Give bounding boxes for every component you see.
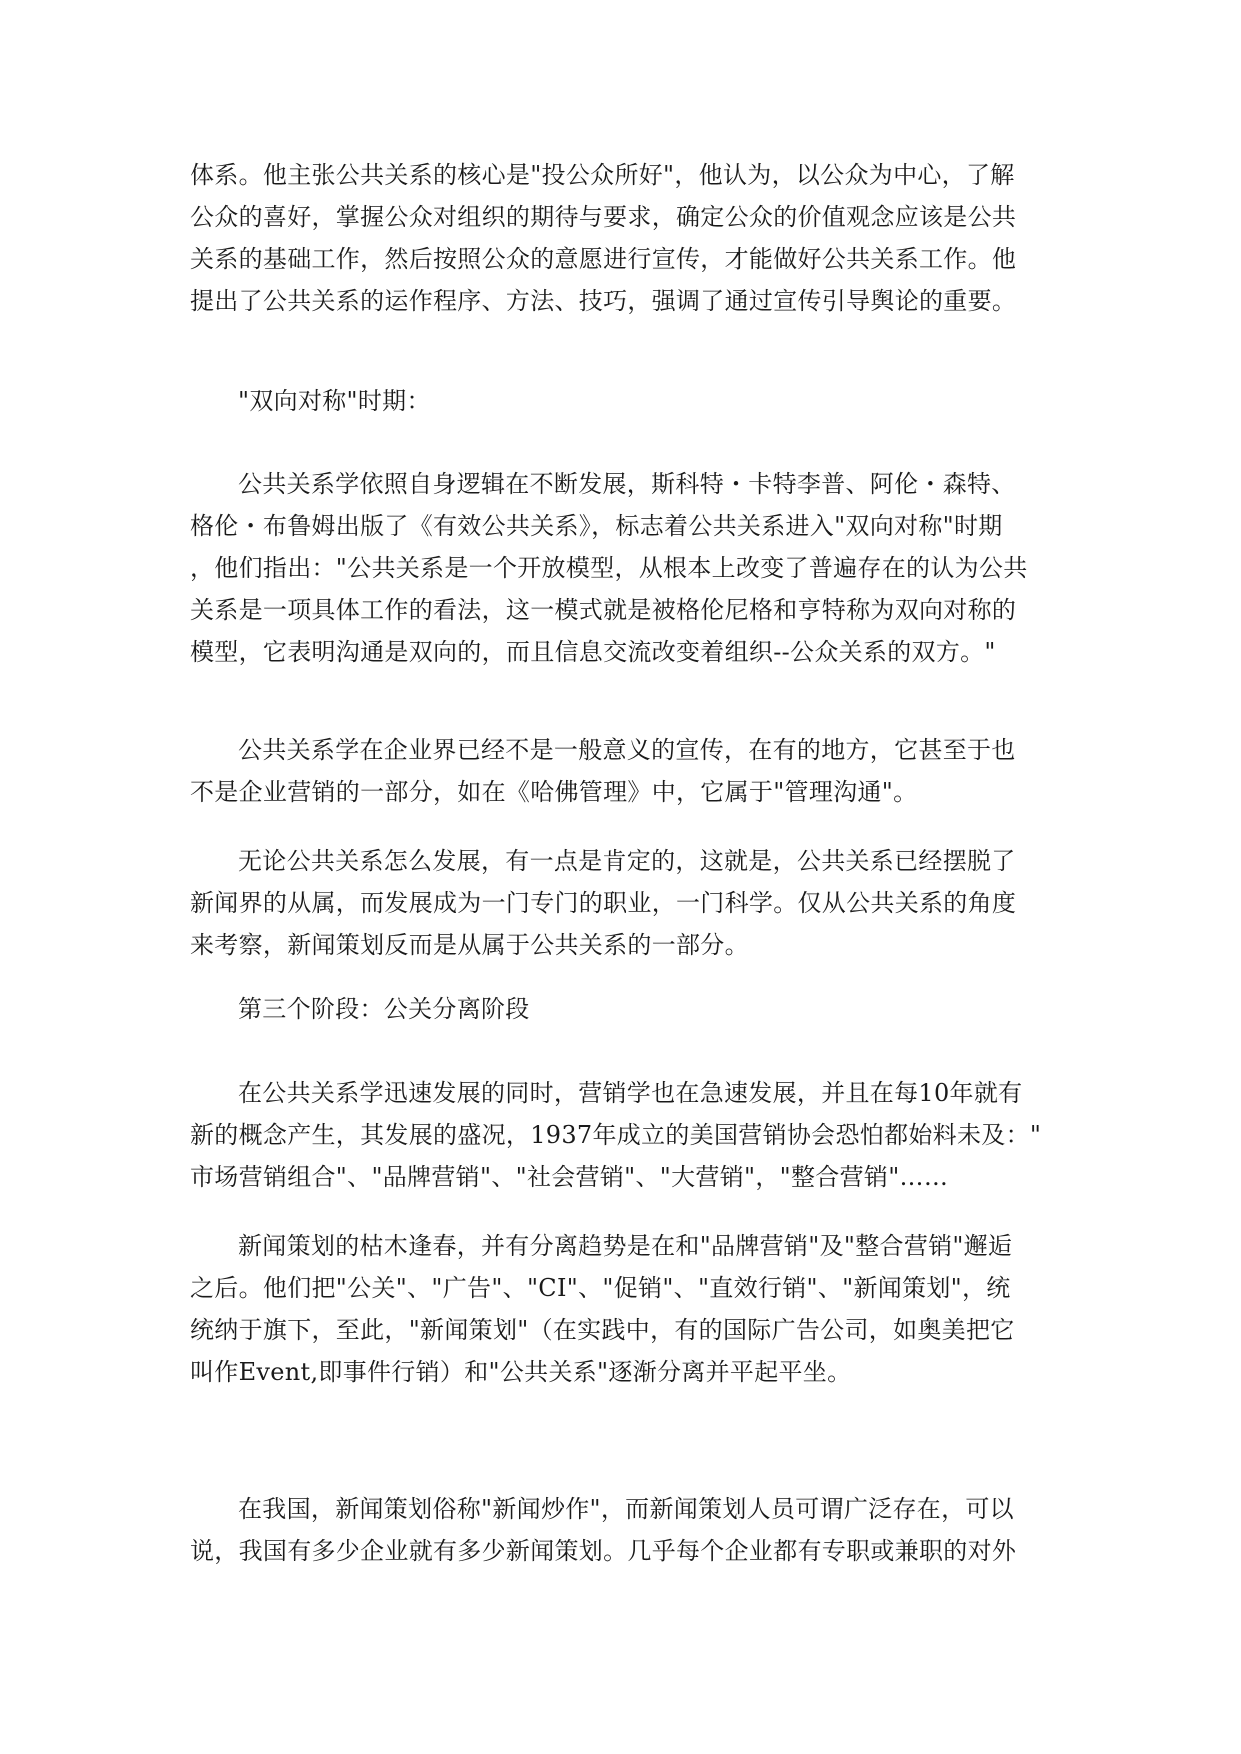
text-line: 提出了公共关系的运作程序、方法、技巧，强调了通过宣传引导舆论的重要。 — [190, 287, 1017, 315]
paragraph-marketing-development — [190, 1072, 1050, 1198]
text-line: 市场营销组合"、"品牌营销"、"社会营销"、"大营销"，"整合营销"…… — [190, 1163, 949, 1191]
text-line: "双向对称"时期： — [238, 387, 431, 415]
text-line: 公共关系学在企业界已经不是一般意义的宣传，在有的地方，它甚至于也 — [238, 736, 1016, 764]
text-line: 在公共关系学迅速发展的同时，营销学也在急速发展，并且在每10年就有 — [238, 1079, 1023, 1107]
section-heading-third-stage — [190, 988, 1050, 1030]
text-line: 叫作Event,即事件行销）和"公共关系"逐渐分离并平起平坐。 — [190, 1358, 852, 1386]
paragraph-effective-pr — [190, 463, 1050, 673]
text-line: 公共关系学依照自身逻辑在不断发展，斯科特・卡特李普、阿伦・森特、 — [238, 470, 1016, 498]
text-line: ，他们指出："公共关系是一个开放模型，从根本上改变了普遍存在的认为公共 — [190, 554, 1028, 582]
paragraph-news-planning-china — [190, 1488, 1050, 1572]
text-line: 关系是一项具体工作的看法，这一模式就是被格伦尼格和亨特称为双向对称的 — [190, 596, 1017, 624]
text-line: 不是企业营销的一部分，如在《哈佛管理》中，它属于"管理沟通"。 — [190, 778, 918, 806]
paragraph-enterprise-pr — [190, 729, 1050, 813]
text-line: 模型，它表明沟通是双向的，而且信息交流改变着组织--公众关系的双方。" — [190, 638, 996, 666]
text-line: 公众的喜好，掌握公众对组织的期待与要求，确定公众的价值观念应该是公共 — [190, 203, 1017, 231]
text-line: 新的概念产生，其发展的盛况，1937年成立的美国营销协会恐怕都始料未及：" — [190, 1121, 1042, 1149]
text-line: 第三个阶段：公关分离阶段 — [238, 995, 530, 1023]
text-line: 说，我国有多少企业就有多少新闻策划。几乎每个企业都有专职或兼职的对外 — [190, 1537, 1017, 1565]
text-line: 统纳于旗下，至此，"新闻策划"（在实践中，有的国际广告公司，如奥美把它 — [190, 1316, 1015, 1344]
text-line: 在我国，新闻策划俗称"新闻炒作"，而新闻策划人员可谓广泛存在，可以 — [238, 1495, 1014, 1523]
paragraph-pr-theory — [190, 154, 1050, 322]
text-line: 新闻策划的枯木逢春，并有分离趋势是在和"品牌营销"及"整合营销"邂逅 — [238, 1232, 1013, 1260]
text-line: 体系。他主张公共关系的核心是"投公众所好"，他认为，以公众为中心，了解 — [190, 161, 1015, 189]
section-heading-two-way-symmetric — [190, 380, 1050, 422]
text-line: 之后。他们把"公关"、"广告"、"CI"、"促销"、"直效行销"、"新闻策划"，统 — [190, 1274, 1011, 1302]
text-line: 格伦・布鲁姆出版了《有效公共关系》，标志着公共关系进入"双向对称"时期 — [190, 512, 1003, 540]
paragraph-news-planning-revival — [190, 1225, 1050, 1393]
text-line: 无论公共关系怎么发展，有一点是肯定的，这就是，公共关系已经摆脱了 — [238, 847, 1016, 875]
text-line: 新闻界的从属，而发展成为一门专门的职业，一门科学。仅从公共关系的角度 — [190, 889, 1017, 917]
paragraph-pr-development — [190, 840, 1050, 966]
text-line: 关系的基础工作，然后按照公众的意愿进行宣传，才能做好公共关系工作。他 — [190, 245, 1017, 273]
text-line: 来考察，新闻策划反而是从属于公共关系的一部分。 — [190, 931, 749, 959]
